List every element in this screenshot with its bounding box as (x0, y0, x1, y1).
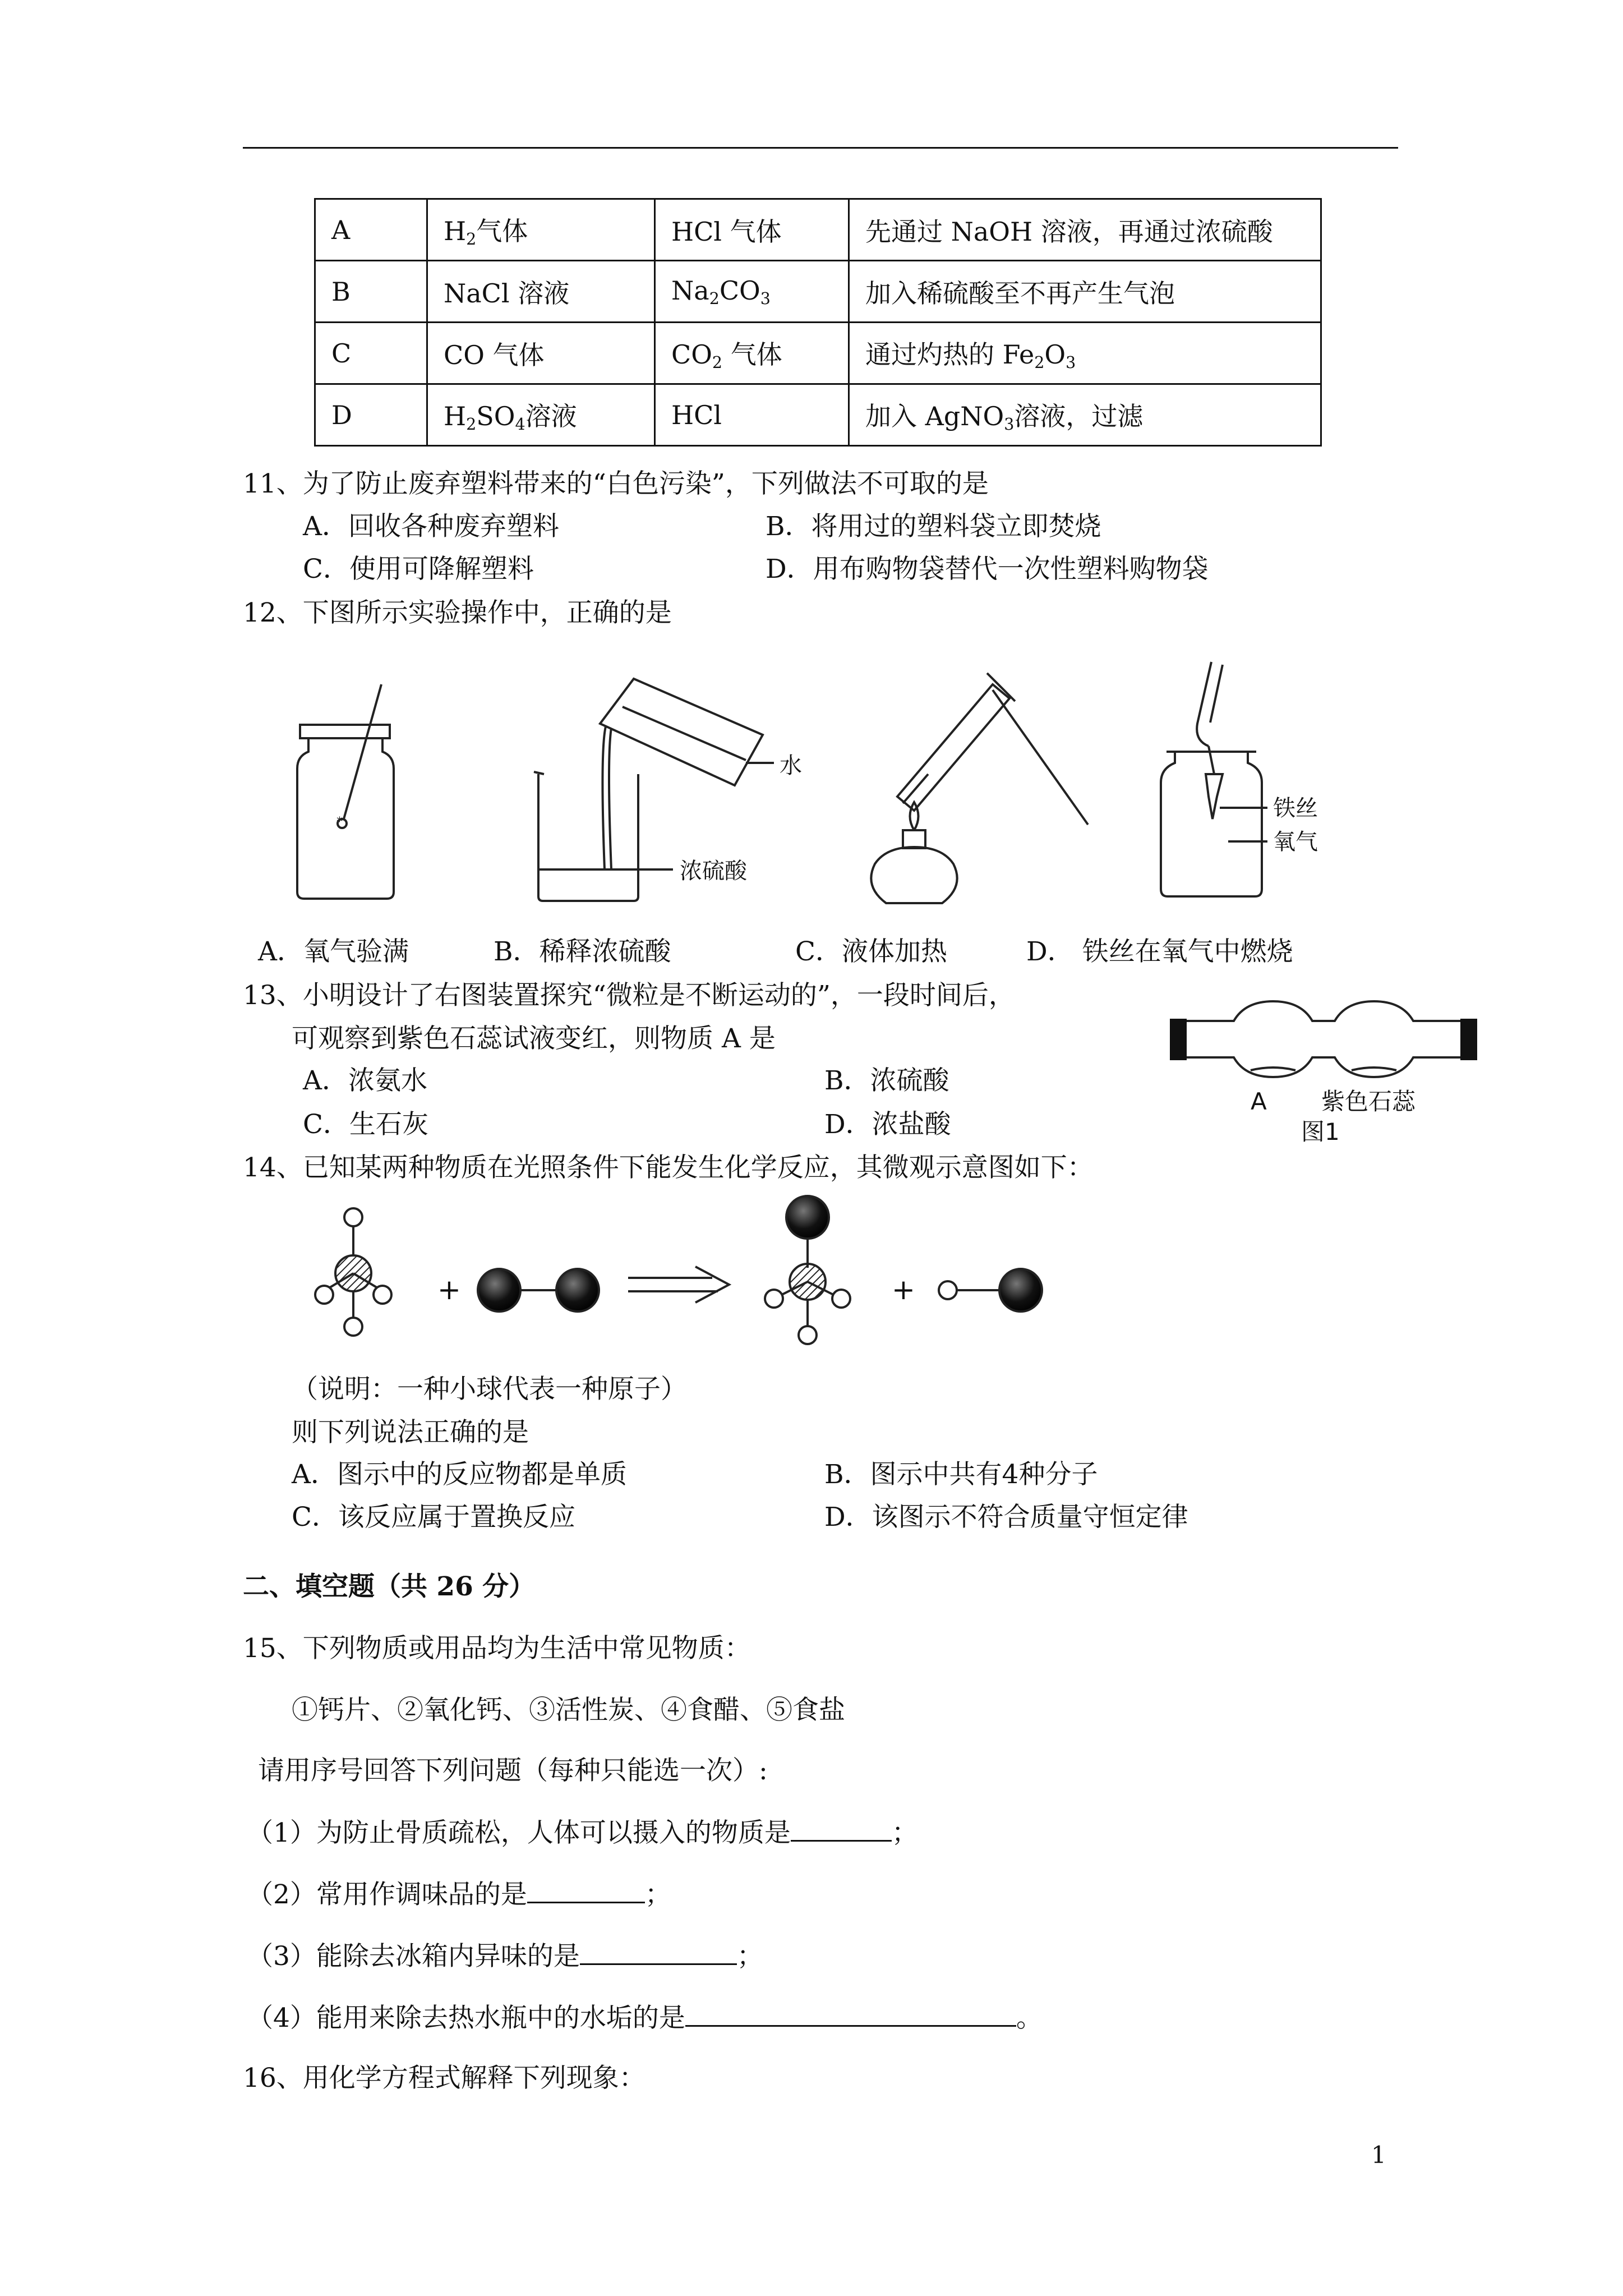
q12-figure (241, 656, 1419, 914)
q14-option-c: C．该反应属于置换反应 (292, 1502, 575, 1533)
q12-stem: 12、下图所示实验操作中，正确的是 (243, 597, 672, 628)
q14-option-d: D．该图示不符合质量守恒定律 (824, 1502, 1188, 1533)
q11-option-b: B．将用过的塑料袋立即焚烧 (766, 511, 1101, 542)
table-cell-method: 通过灼热的 $Fe_2O_3$ (849, 323, 1321, 384)
plus-sign: + (892, 1273, 915, 1306)
plus-sign: + (437, 1273, 461, 1306)
table-cell-substance: CO 气体 (427, 323, 655, 384)
impurity-removal-table (314, 198, 1322, 447)
bottle-splint-figure (297, 684, 394, 899)
q11-stem: 11、为了防止废弃塑料带来的“白色污染”，下列做法不可取的是 (243, 468, 989, 499)
q11-option-c: C．使用可降解塑料 (303, 554, 534, 585)
q13-stem-cont: 可观察到紫色石蕊试液变红，则物质 A 是 (292, 1023, 776, 1054)
table-cell-substance: $H_2$气体 (427, 199, 655, 261)
q14-reaction-diagram (314, 1195, 1155, 1380)
table-cell-substance: $H_2SO_4$溶液 (427, 384, 655, 446)
table-cell-option: A (315, 199, 427, 261)
answer-blank[interactable] (580, 1941, 737, 1965)
label-substance-a: A (1251, 1088, 1267, 1115)
table-cell-method: 加入稀硫酸至不再产生气泡 (849, 261, 1321, 323)
q13-option-a: A．浓氨水 (303, 1065, 427, 1096)
q14-option-b: B．图示中共有4种分子 (824, 1459, 1098, 1490)
q15-part4: （4）能用来除去热水瓶中的水垢的是 。 (247, 2003, 1043, 2033)
q14-note: （说明：一种小球代表一种原子） (292, 1374, 687, 1405)
q11-option-d: D．用布购物袋替代一次性塑料购物袋 (766, 554, 1209, 585)
header-rule (243, 147, 1398, 149)
q12-option-a: A．氧气验满 (258, 936, 409, 967)
q13-apparatus-figure (1161, 999, 1486, 1144)
table-row (315, 199, 1321, 261)
section-title: 二、填空题（共 26 分） (243, 1571, 536, 1602)
table-cell-method: 先通过 NaOH 溶液，再通过浓硫酸 (849, 199, 1321, 261)
label-water: 水 (780, 753, 802, 779)
table-cell-substance: NaCl 溶液 (427, 261, 655, 323)
table-row (315, 384, 1321, 446)
q11-option-a: A．回收各种废弃塑料 (303, 511, 559, 542)
iron-wire-burning-figure (1161, 662, 1267, 896)
q15-part3: （3）能除去冰箱内异味的是 ； (247, 1941, 763, 1972)
q14-option-a: A．图示中的反应物都是单质 (292, 1459, 627, 1490)
q14-ask: 则下列说法正确的是 (292, 1417, 529, 1448)
table-cell-option: B (315, 261, 427, 323)
figure-caption: 图1 (1301, 1118, 1340, 1144)
q12-option-c: C．液体加热 (795, 936, 947, 967)
table-cell-option: C (315, 323, 427, 384)
q12-option-b: B．稀释浓硫酸 (494, 936, 671, 967)
page-number: 1 (1371, 2141, 1386, 2169)
answer-blank[interactable] (685, 2003, 1016, 2027)
table-cell-impurity: HCl (655, 384, 849, 446)
label-litmus: 紫色石蕊 (1321, 1088, 1416, 1115)
q12-option-d: D． 铁丝在氧气中燃烧 (1026, 936, 1293, 967)
q13-stem: 13、小明设计了右图装置探究“微粒是不断运动的”，一段时间后， (243, 980, 1015, 1011)
table-row (315, 261, 1321, 323)
answer-blank[interactable] (527, 1879, 645, 1903)
q13-option-d: D．浓盐酸 (824, 1109, 951, 1140)
table-cell-impurity: HCl 气体 (655, 199, 849, 261)
label-oxygen: 氧气 (1273, 829, 1318, 855)
table-cell-impurity: $Na_2CO_3$ (655, 261, 849, 323)
table-cell-impurity: $CO_2$ 气体 (655, 323, 849, 384)
q14-stem: 14、已知某两种物质在光照条件下能发生化学反应，其微观示意图如下： (243, 1152, 1094, 1183)
liquid-heating-figure (871, 673, 1088, 903)
q15-part1: （1）为防止骨质疏松，人体可以摄入的物质是 ； (247, 1818, 918, 1848)
label-iron-wire: 铁丝 (1273, 795, 1318, 821)
q15-stem: 15、下列物质或用品均为生活中常见物质： (243, 1633, 751, 1664)
q15-items: ①钙片、②氧化钙、③活性炭、④食醋、⑤食盐 (292, 1695, 845, 1726)
label-conc-acid: 浓硫酸 (680, 858, 747, 884)
q13-option-c: C．生石灰 (303, 1109, 428, 1140)
q13-option-b: B．浓硫酸 (824, 1065, 949, 1096)
q16-stem: 16、用化学方程式解释下列现象： (243, 2063, 645, 2093)
table-row (315, 323, 1321, 384)
svg-text:*: * (336, 815, 343, 829)
answer-blank[interactable] (791, 1818, 892, 1842)
q15-instruction: 请用序号回答下列问题（每种只能选一次）: (258, 1755, 768, 1786)
q15-part2: （2）常用作调味品的是 ； (247, 1879, 671, 1910)
table-cell-option: D (315, 384, 427, 446)
table-cell-method: 加入 AgNO$_3$溶液，过滤 (849, 384, 1321, 446)
